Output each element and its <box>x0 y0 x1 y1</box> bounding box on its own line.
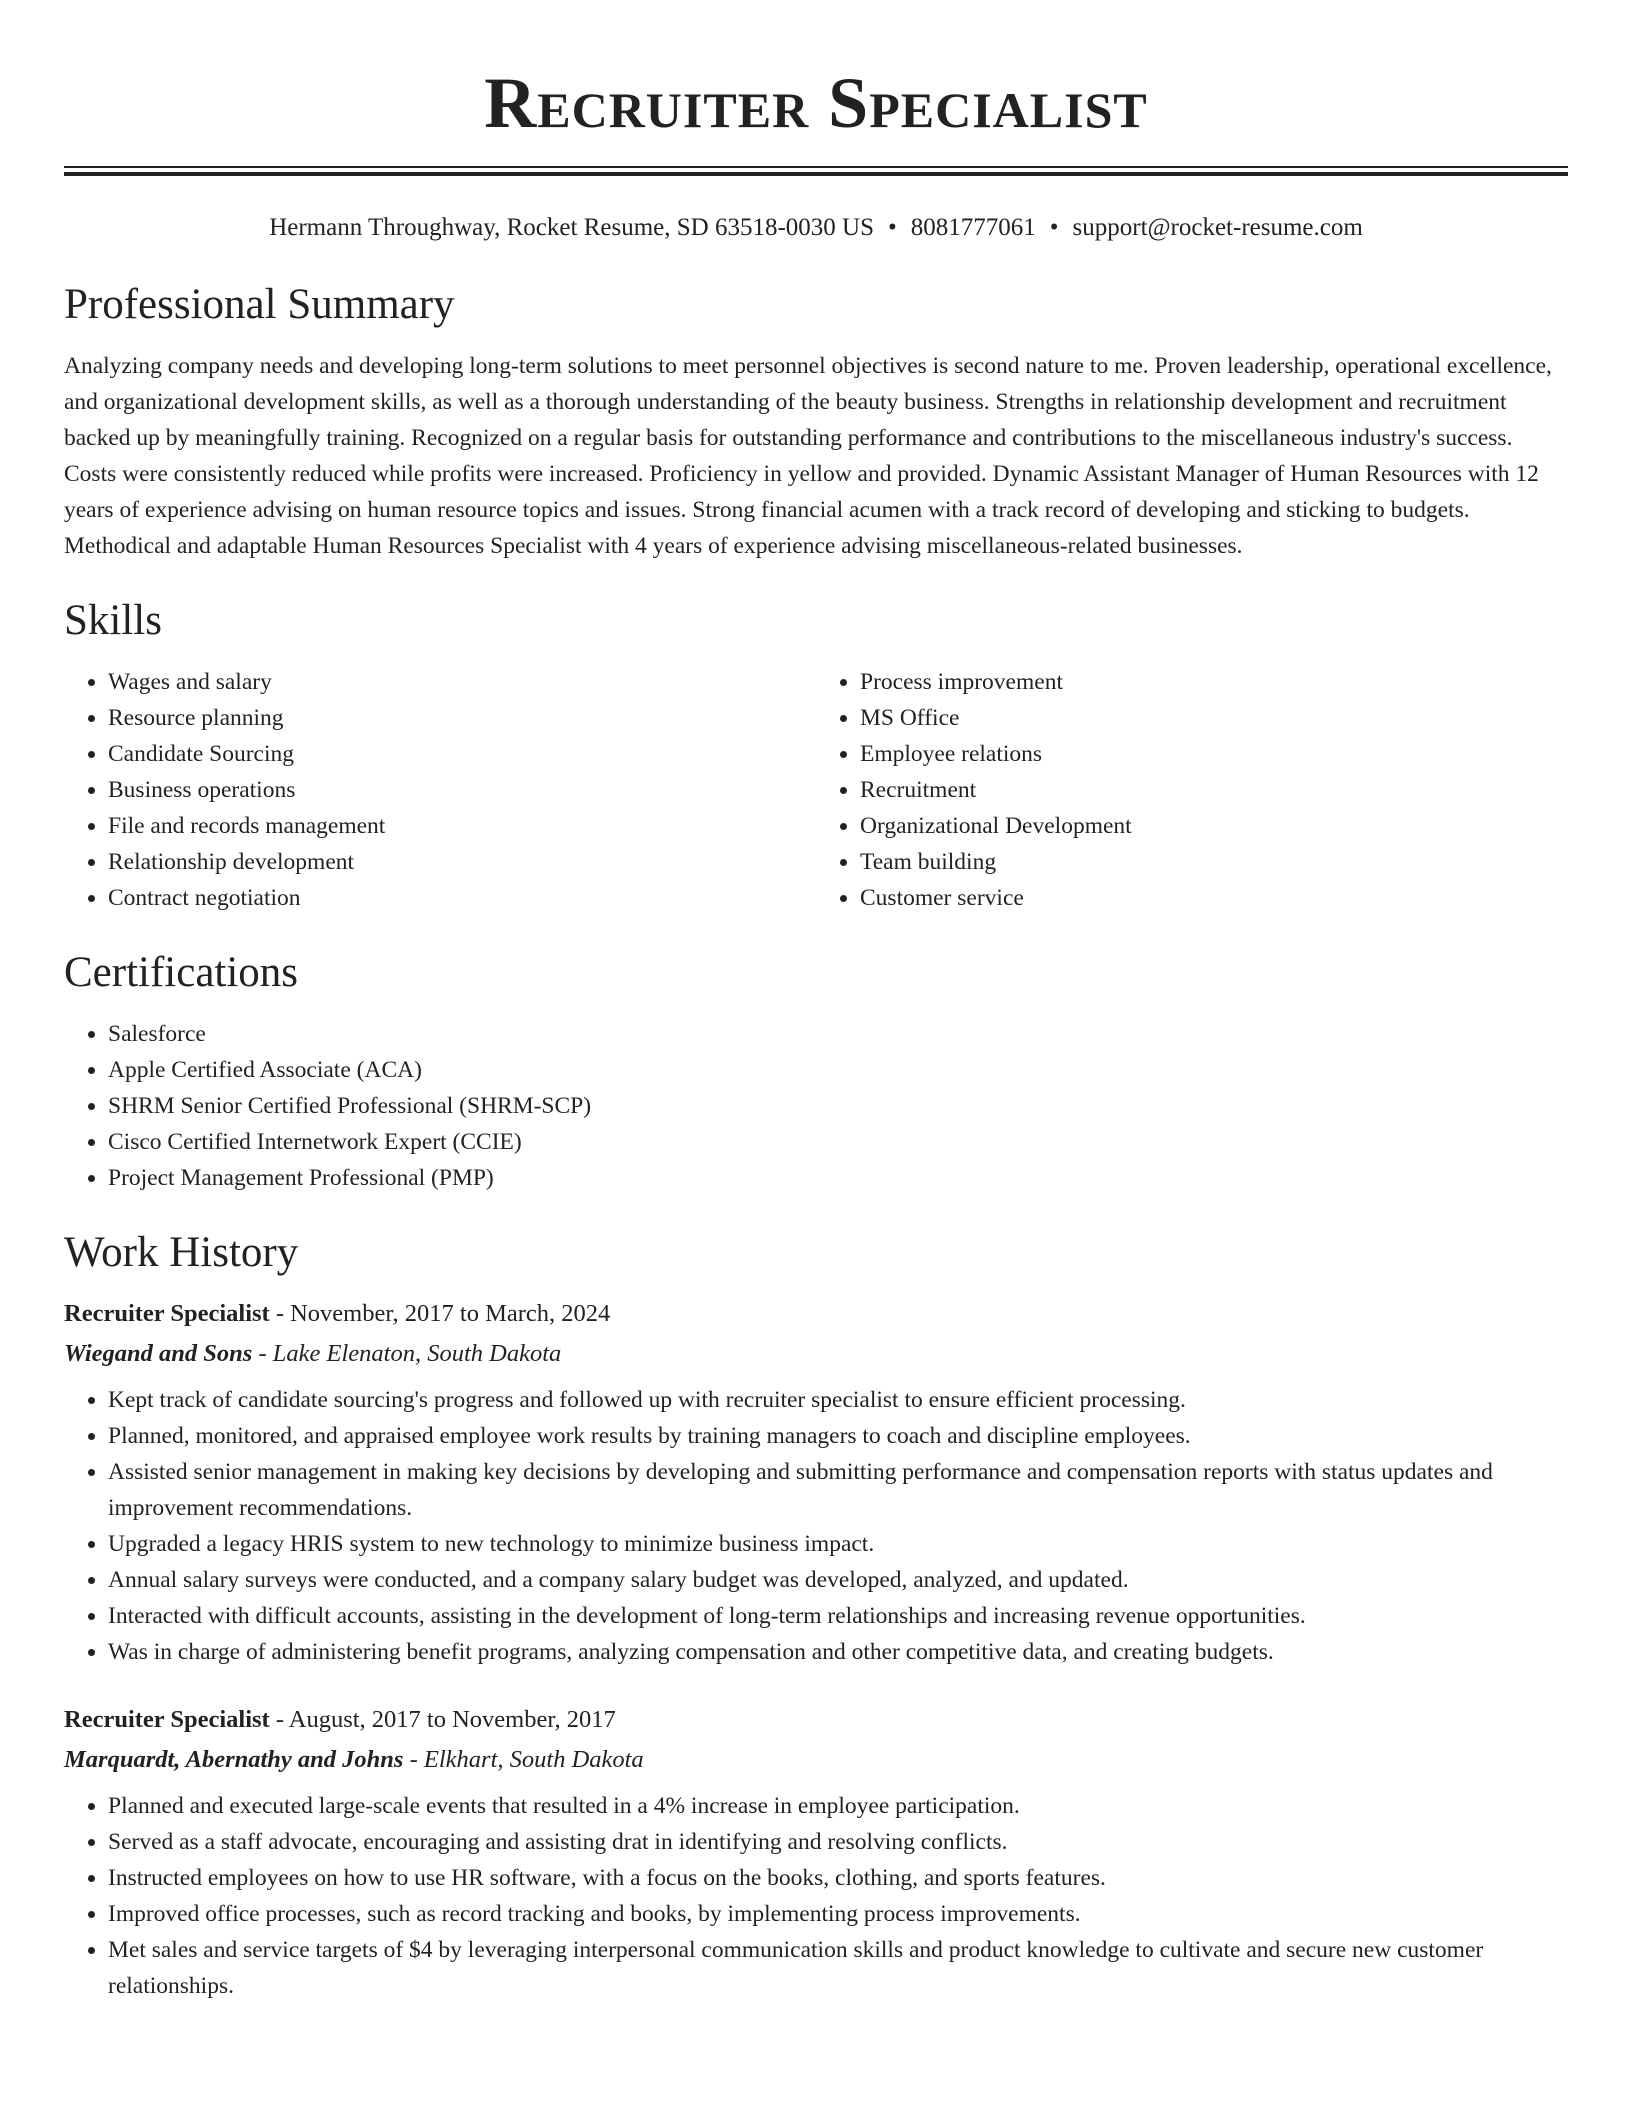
job-dates: - August, 2017 to November, 2017 <box>269 1706 616 1733</box>
job-bullet: • Interacted with difficult accounts, assisting in the development of long-term relationships and increasing revenue opportunities. <box>108 1598 1568 1634</box>
summary-heading: Professional Summary <box>64 281 455 328</box>
job-company: Marquardt, Abernathy and Johns <box>64 1746 404 1773</box>
skill-item: • Candidate Sourcing <box>108 736 816 772</box>
job-title-line <box>64 1700 1568 1740</box>
certification-item: • Apple Certified Associate (ACA) <box>108 1052 1568 1088</box>
job-company-line <box>64 1334 1568 1374</box>
contact-line <box>64 212 1568 244</box>
job-entry <box>64 1294 1568 1670</box>
work-history-section <box>64 1226 1568 2004</box>
job-bullet: • Planned, monitored, and appraised employee work results by training managers to coach and discipline employees. <box>108 1418 1568 1454</box>
certification-item: • Salesforce <box>108 1016 1568 1052</box>
certification-item: • SHRM Senior Certified Professional (SHRM-SCP) <box>108 1088 1568 1124</box>
skills-list-right <box>816 664 1568 916</box>
job-bullet: • Met sales and service targets of $4 by leveraging interpersonal communication skills and product knowledge to cultivate and secure new customer relationships. <box>108 1932 1568 2004</box>
job-dates: - November, 2017 to March, 2024 <box>269 1300 611 1327</box>
job-bullet: • Upgraded a legacy HRIS system to new technology to minimize business impact. <box>108 1526 1568 1562</box>
job-bullets <box>64 1788 1568 2004</box>
contact-phone: 8081777061 <box>910 214 1036 241</box>
job-bullet: • Improved office processes, such as record tracking and books, by implementing process improvements. <box>108 1896 1568 1932</box>
skill-item: • Employee relations <box>860 736 1568 772</box>
job-bullet: • Assisted senior management in making key decisions by developing and submitting performance and compensation reports with status updates and improvement recommendations. <box>108 1454 1568 1526</box>
job-bullets <box>64 1382 1568 1670</box>
summary-section <box>64 278 1568 564</box>
skill-item: • Team building <box>860 844 1568 880</box>
skill-item: • File and records management <box>108 808 816 844</box>
skill-item: • Business operations <box>108 772 816 808</box>
job-entry <box>64 1700 1568 2004</box>
job-role: Recruiter Specialist <box>64 1706 270 1733</box>
skill-item: • Contract negotiation <box>108 880 816 916</box>
certification-item: • Project Management Professional (PMP) <box>108 1160 1568 1196</box>
contact-email: support@rocket-resume.com <box>1072 214 1363 241</box>
job-bullet: • Planned and executed large-scale events that resulted in a 4% increase in employee participation. <box>108 1788 1568 1824</box>
skill-item: • Recruitment <box>860 772 1568 808</box>
resume-title: Recruiter Specialist <box>484 63 1148 143</box>
certification-item: • Cisco Certified Internetwork Expert (CCIE) <box>108 1124 1568 1160</box>
job-bullet: • Kept track of candidate sourcing's progress and followed up with recruiter specialist to ensure efficient processing. <box>108 1382 1568 1418</box>
job-bullet: • Annual salary surveys were conducted, and a company salary budget was developed, analyzed, and updated. <box>108 1562 1568 1598</box>
contact-address: Hermann Throughway, Rocket Resume, SD 63518-0030 US <box>269 214 874 241</box>
title-divider <box>64 166 1568 176</box>
skill-item: • Customer service <box>860 880 1568 916</box>
job-location: - Lake Elenaton, South Dakota <box>252 1340 562 1367</box>
contact-separator: • <box>1049 214 1059 241</box>
skills-section <box>64 594 1568 916</box>
summary-text: Analyzing company needs and developing long-term solutions to meet personnel objectives is second nature to me. Proven leadership, operational excellence, and organizational development skills, as well as a thorough understanding of the beauty business. Strengths in relationship development and recruitment backed up by meaningfully training. Recognized on a regular basis for outstanding performance and contributions to the miscellaneous industry's success. Costs were consistently reduced while profits were increased. Proficiency in yellow and provided. Dynamic Assistant Manager of Human Resources with 12 years of experience advising on human resource topics and issues. Strong financial acumen with a track record of developing and sticking to budgets. Methodical and adaptable Human Resources Specialist with 4 years of experience advising miscellaneous-related businesses. <box>64 353 1552 559</box>
skill-item: • MS Office <box>860 700 1568 736</box>
contact-separator: • <box>887 214 897 241</box>
skills-list-left <box>64 664 816 916</box>
skills-heading: Skills <box>64 597 162 644</box>
work-history-heading: Work History <box>64 1229 299 1276</box>
job-company: Wiegand and Sons <box>64 1340 253 1367</box>
job-title-line <box>64 1294 1568 1334</box>
certifications-heading: Certifications <box>64 949 299 996</box>
skills-grid <box>64 664 1568 916</box>
certifications-section <box>64 946 1568 1196</box>
skill-item: • Process improvement <box>860 664 1568 700</box>
job-bullet: • Was in charge of administering benefit programs, analyzing compensation and other competitive data, and creating budgets. <box>108 1634 1568 1670</box>
job-role: Recruiter Specialist <box>64 1300 270 1327</box>
certifications-list <box>64 1016 1568 1196</box>
skill-item: • Resource planning <box>108 700 816 736</box>
job-company-line <box>64 1740 1568 1780</box>
skill-item: • Wages and salary <box>108 664 816 700</box>
skill-item: • Relationship development <box>108 844 816 880</box>
job-bullet: • Served as a staff advocate, encouraging and assisting drat in identifying and resolving conflicts. <box>108 1824 1568 1860</box>
skill-item: • Organizational Development <box>860 808 1568 844</box>
job-location: - Elkhart, South Dakota <box>403 1746 644 1773</box>
job-bullet: • Instructed employees on how to use HR software, with a focus on the books, clothing, and sports features. <box>108 1860 1568 1896</box>
